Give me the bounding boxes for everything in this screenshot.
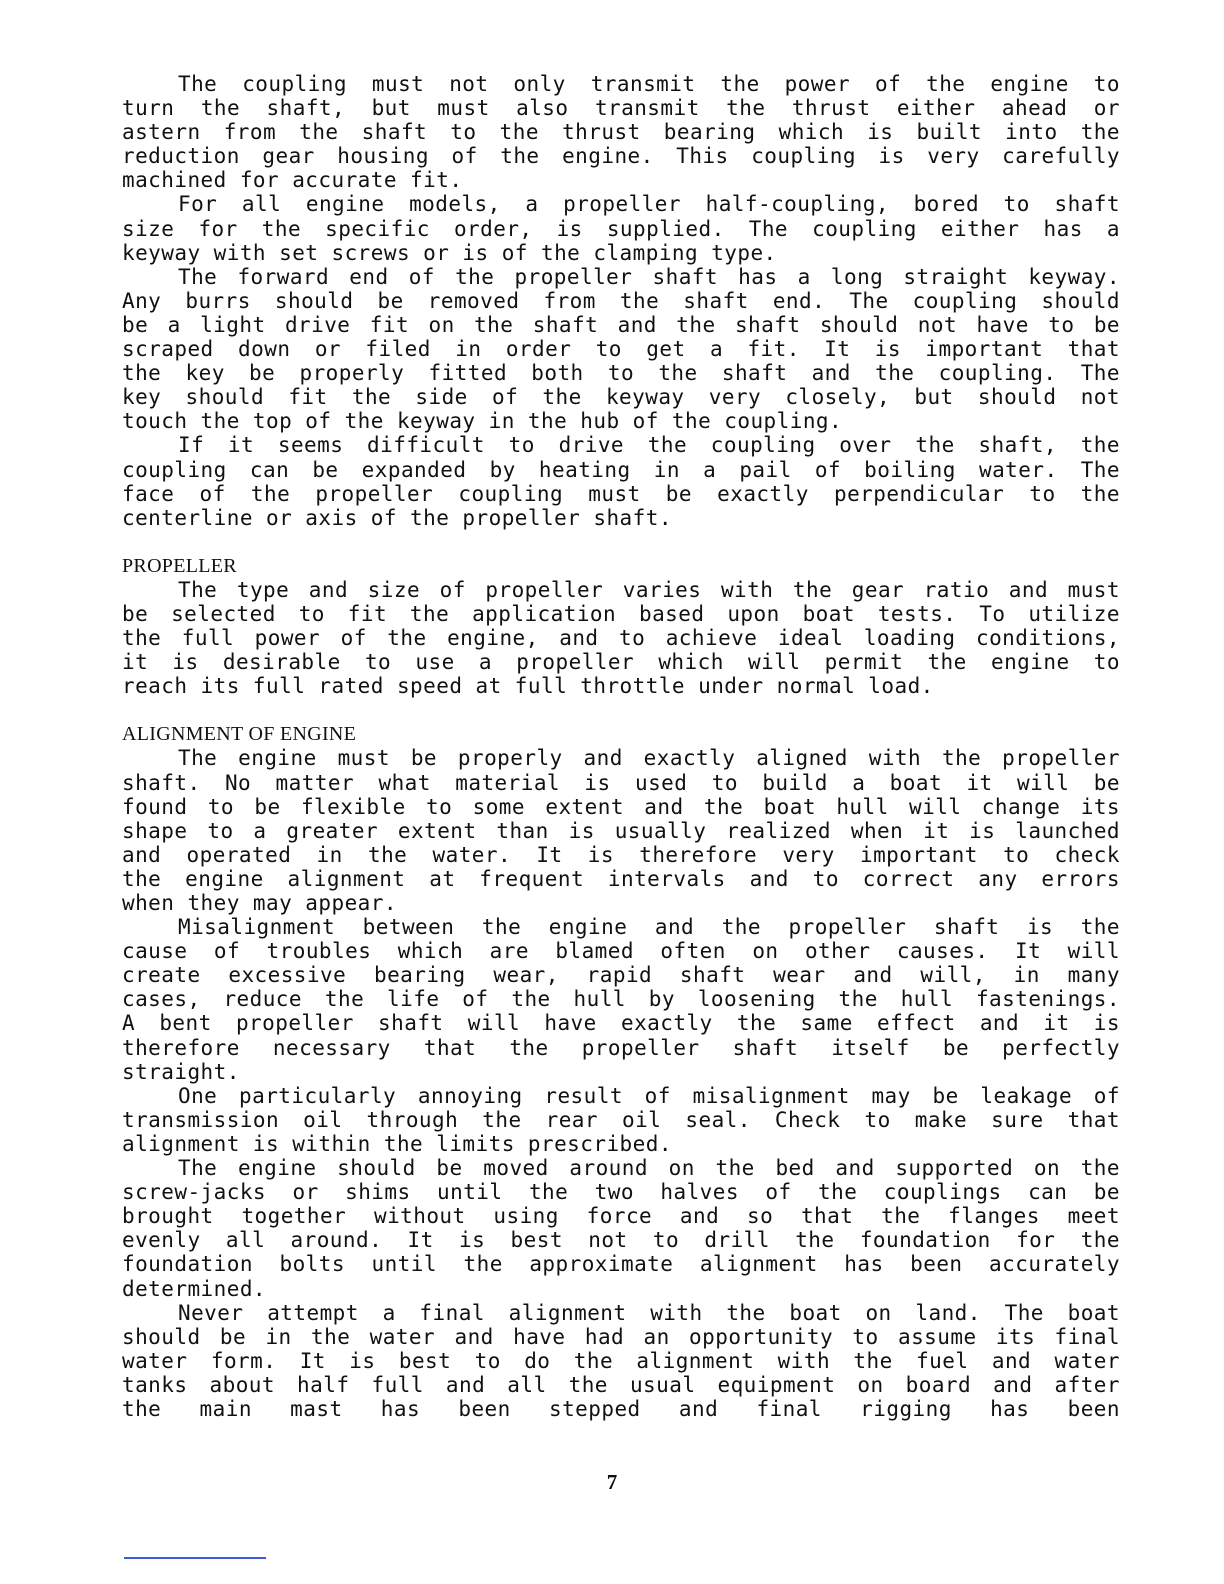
text-line: foundation bolts until the approximate alignment has been accurately [122,1252,1120,1277]
text-line: be selected to fit the application based upon boat tests. To utilize [122,601,1120,626]
text-line: evenly all around. It is best not to drill the foundation for the [122,1228,1120,1253]
text-line: A bent propeller shaft will have exactly the same effect and it is [122,1011,1120,1036]
text-line: the engine alignment at frequent intervals and to correct any errors [122,866,1120,891]
text-line: astern from the shaft to the thrust bearing which is built into the [122,120,1120,145]
text-line: keyway with set screws or is of the clamping type. [122,240,777,265]
text-line: therefore necessary that the propeller shaft itself be perfectly [122,1035,1120,1060]
text-line: screw-jacks or shims until the two halves of the couplings can be [122,1180,1120,1205]
text-line: size for the specific order, is supplied. The coupling either has a [122,216,1120,241]
paragraph-coupling-thrust [122,72,1120,192]
paragraph-oil-leakage [122,1084,1120,1156]
section-alignment [122,722,1120,1421]
paragraph-half-coupling [122,192,1120,264]
text-line: Any burrs should be removed from the shaft end. The coupling should [122,288,1120,313]
text-line: it is desirable to use a propeller which will permit the engine to [122,650,1120,675]
paragraph-final-alignment [122,1301,1120,1421]
footer-rule [124,1557,266,1559]
text-line: The engine must be properly and exactly aligned with the propeller [178,746,1120,771]
paragraph-alignment-intro [122,746,1120,915]
text-line: cases, reduce the life of the hull by loosening the hull fastenings. [122,987,1120,1012]
text-line: shape to a greater extent than is usually realized when it is launched [122,818,1120,843]
text-line: and operated in the water. It is therefore very important to check [122,842,1120,867]
text-line: create excessive bearing wear, rapid shaft wear and will, in many [122,963,1120,988]
text-line: One particularly annoying result of misalignment may be leakage of [178,1083,1120,1108]
text-line: The type and size of propeller varies with the gear ratio and must [178,577,1120,602]
text-line: straight. [122,1059,240,1084]
text-line: should be in the water and have had an opportunity to assume its final [122,1324,1120,1349]
section-heading: ALIGNMENT OF ENGINE [122,723,357,746]
text-line: the key be properly fitted both to the shaft and the coupling. The [122,361,1120,386]
page-number: 7 [606,1470,618,1494]
text-line: The engine should be moved around on the bed and supported on the [178,1156,1120,1181]
text-line: alignment is within the limits prescribed. [122,1131,672,1156]
text-line: tanks about half full and all the usual equipment on board and after [122,1372,1120,1397]
text-line: determined. [122,1276,267,1301]
text-line: face of the propeller coupling must be exactly perpendicular to the [122,481,1120,506]
text-line: the full power of the engine, and to achieve ideal loading conditions, [122,626,1120,651]
section-heading: PROPELLER [122,554,237,577]
text-line: water form. It is best to do the alignment with the fuel and water [122,1348,1120,1373]
text-line: turn the shaft, but must also transmit the thrust either ahead or [122,96,1120,121]
text-line: If it seems difficult to drive the coupling over the shaft, the [178,433,1120,458]
text-line: touch the top of the keyway in the hub of the coupling. [122,409,843,434]
text-line: when they may appear. [122,891,397,915]
paragraph-screw-jacks [122,1156,1120,1301]
text-line: cause of troubles which are blamed often on other causes. It will [122,939,1120,964]
text-line: coupling can be expanded by heating in a pail of boiling water. The [122,457,1120,482]
text-line: the main mast has been stepped and final rigging has been [122,1396,1120,1421]
paragraph-misalignment [122,915,1120,1084]
document-body [122,72,1120,1421]
text-line: transmission oil through the rear oil seal. Check to make sure that [122,1107,1120,1132]
text-line: Never attempt a final alignment with the boat on land. The boat [178,1300,1120,1325]
paragraph-heating [122,433,1120,529]
text-line: scraped down or filed in order to get a fit. It is important that [122,337,1120,362]
text-line: Misalignment between the engine and the propeller shaft is the [178,915,1120,940]
text-line: reach its full rated speed at full throttle under normal load. [122,674,934,699]
text-line: be a light drive fit on the shaft and the shaft should not have to be [122,312,1120,337]
text-line: brought together without using force and so that the flanges meet [122,1204,1120,1229]
section-propeller [122,554,1120,699]
text-line: key should fit the side of the keyway very closely, but should not [122,385,1120,410]
text-line: shaft. No matter what material is used to build a boat it will be [122,770,1120,795]
paragraph-keyway [122,265,1120,434]
text-line: found to be flexible to some extent and the boat hull will change its [122,794,1120,819]
text-line: The forward end of the propeller shaft has a long straight keyway. [178,264,1120,289]
text-line: The coupling must not only transmit the power of the engine to [178,72,1120,96]
text-line: reduction gear housing of the engine. This coupling is very carefully [122,144,1120,169]
text-line: machined for accurate fit. [122,168,463,193]
text-line: centerline or axis of the propeller shaft. [122,505,672,530]
text-line: For all engine models, a propeller half-coupling, bored to shaft [178,192,1120,217]
